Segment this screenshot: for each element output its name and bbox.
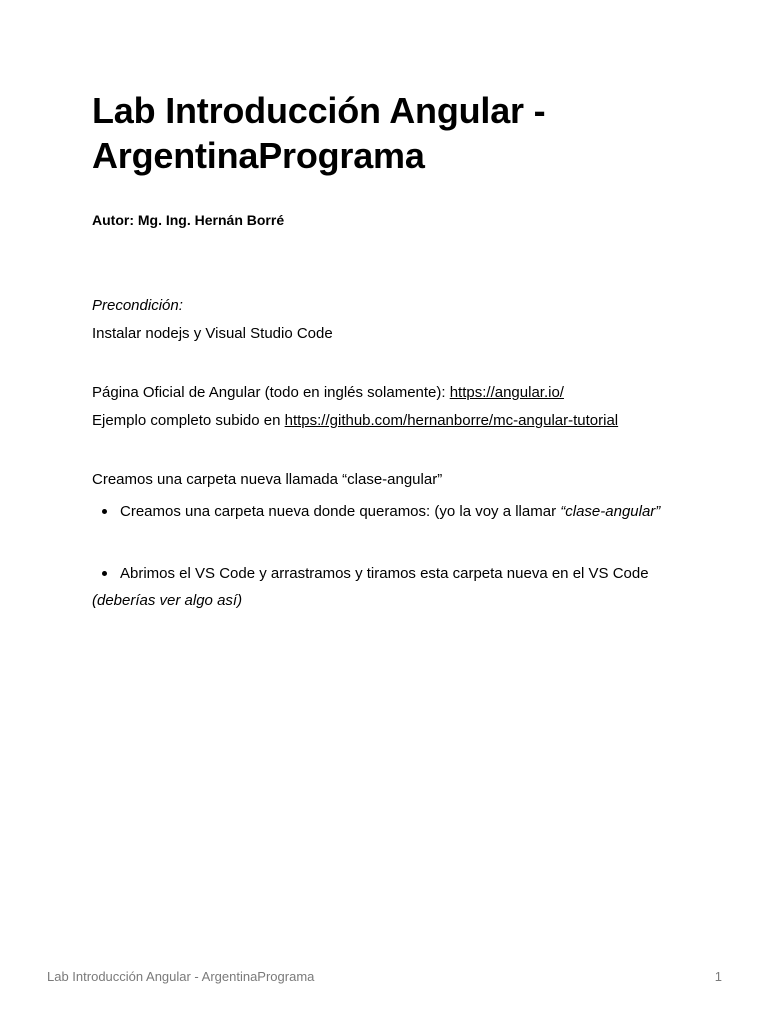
github-example-link[interactable]: https://github.com/hernanborre/mc-angular-tutorial	[284, 412, 619, 429]
list-item	[92, 563, 682, 584]
title-line-1: Lab Introducción Angular -	[92, 90, 546, 131]
bullet1-italic: “clase-angular”	[560, 503, 661, 520]
angular-official-link[interactable]: https://angular.io/	[449, 384, 564, 401]
official-page-text: Página Oficial de Angular (todo en inglés solamente):	[92, 384, 450, 401]
create-folder-heading: Creamos una carpeta nueva llamada “clase-angular”	[92, 471, 443, 488]
bullet-icon	[102, 509, 107, 514]
author-line: Autor: Mg. Ing. Hernán Borré	[92, 212, 285, 228]
page-number: 1	[714, 969, 722, 984]
official-page-line	[92, 383, 682, 403]
bullet2-text: Abrimos el VS Code y arrastramos y tiramos esta carpeta nueva en el VS Code	[120, 565, 649, 582]
title-line-2: ArgentinaPrograma	[92, 135, 425, 176]
precondition-label: Precondición:	[92, 297, 183, 314]
note-text: (deberías ver algo así)	[92, 592, 243, 609]
bullet-icon	[102, 571, 107, 576]
list-item	[92, 501, 682, 522]
precondition-text: Instalar nodejs y Visual Studio Code	[92, 325, 333, 342]
steps-list-1	[92, 501, 682, 522]
bullet1-text: Creamos una carpeta nueva donde queramos: (yo la voy a llamar	[120, 503, 561, 520]
document-title	[92, 88, 682, 178]
document-content	[92, 88, 682, 611]
example-line	[92, 411, 682, 431]
example-text: Ejemplo completo subido en	[92, 412, 285, 429]
steps-list-2	[92, 563, 682, 584]
footer-title: Lab Introducción Angular - ArgentinaPrograma	[47, 969, 315, 984]
